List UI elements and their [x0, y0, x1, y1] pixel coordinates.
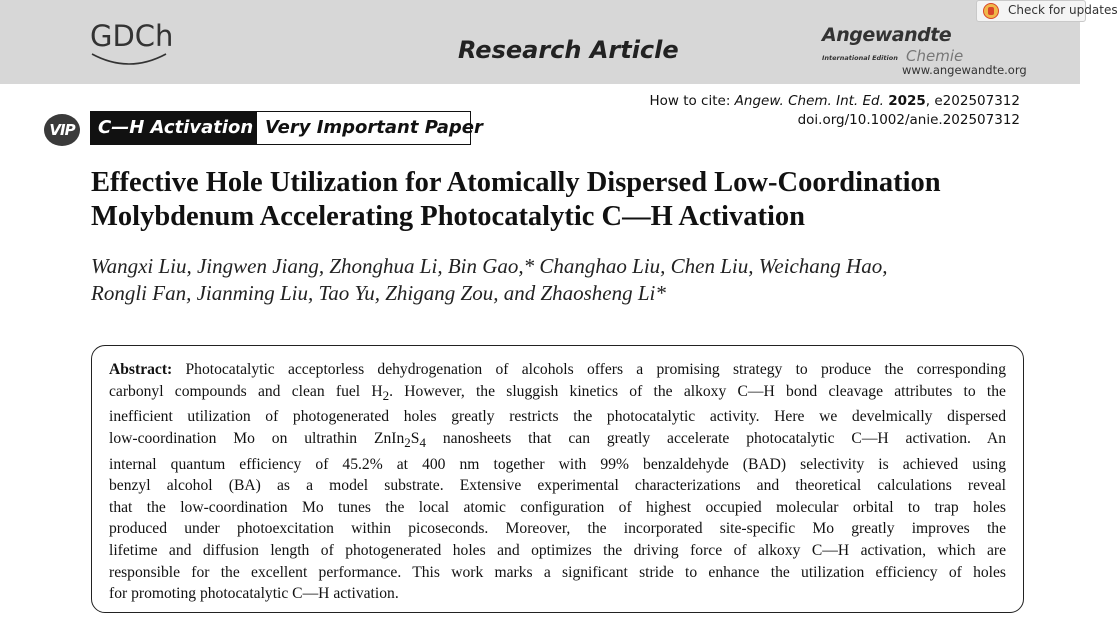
journal-header — [0, 0, 1080, 84]
article-type-heading: Research Article — [458, 36, 679, 64]
crossmark-icon — [983, 3, 999, 19]
citation-line — [649, 92, 1020, 111]
citation-year: 2025 — [888, 93, 926, 109]
abstract-heading: Abstract: — [109, 361, 173, 378]
abstract-text: . However, the sluggish kinetics of the alkoxy C—H bond cleavage attributes to the — [389, 382, 1006, 400]
gdch-logo-text: GDCh — [90, 19, 174, 53]
abstract-line — [109, 428, 1006, 454]
how-to-cite — [649, 92, 1020, 130]
abstract-text: low-coordination Mo on ultrathin ZnIn — [109, 429, 405, 447]
section-tag: C—H Activation — [90, 111, 256, 145]
abstract-line: responsible for the excellent performance. This work marks a significant stride to enhance the utilization efficiency of holes — [109, 563, 1006, 581]
abstract-line: lifetime and diffusion length of photogenerated holes and optimizes the driving force of alkoxy C—H activation, which are — [109, 541, 1006, 559]
abstract-line: benzyl alcohol (BA) as a model substrate. Extensive experimental characterizations and theoretical calculations reveal — [109, 477, 1006, 495]
subscript: 2 — [404, 435, 411, 450]
abstract-text: Photocatalytic acceptorless dehydrogenation of alcohols offers a promising strategy to produce the corresponding — [172, 361, 1006, 378]
subscript: 4 — [419, 435, 426, 450]
authors-line: Rongli Fan, Jianming Liu, Tao Yu, Zhigang Zou, and Zhaosheng Li* — [91, 281, 666, 305]
author-list — [91, 253, 1051, 307]
citation-doi[interactable]: doi.org/10.1002/anie.202507312 — [797, 112, 1020, 128]
check-for-updates-label: Check for updates — [1008, 3, 1118, 17]
title-line: Effective Hole Utilization for Atomically Dispersed Low-Coordination — [91, 167, 941, 198]
authors-line: Wangxi Liu, Jingwen Jiang, Zhonghua Li, Bin Gao,* Changhao Liu, Chen Liu, Weichang Hao, — [91, 254, 888, 278]
abstract-line — [109, 381, 1006, 407]
abstract-line — [109, 359, 1006, 381]
title-line: Molybdenum Accelerating Photocatalytic C—H Activation — [91, 201, 805, 232]
citation-prefix: How to cite: — [649, 93, 735, 109]
abstract-line: inefficient utilization of photogenerated holes greatly restricts the photocatalytic activity. Here we develmically dispersed — [109, 408, 1006, 426]
journal-edition: International Edition — [822, 54, 898, 62]
abstract-box — [91, 345, 1024, 613]
check-for-updates-button[interactable] — [976, 0, 1118, 22]
abstract-text: carbonyl compounds and clean fuel H — [109, 382, 383, 400]
abstract-line: internal quantum efficiency of 45.2% at 400 nm together with 99% benzaldehyde (BAD) selectivity is achieved using — [109, 455, 1006, 473]
article-title — [91, 166, 1051, 234]
abstract-line: that the low-coordination Mo tunes the local atomic configuration of highest occupied molecular orbital to trap holes — [109, 498, 1006, 516]
journal-name: Angewandte — [822, 24, 952, 46]
abstract-line: produced under photoexcitation within picoseconds. Moreover, the incorporated site-specific Mo greatly improves the — [109, 520, 1006, 538]
gdch-logo — [90, 19, 174, 53]
abstract-text: S — [410, 429, 420, 447]
journal-url[interactable]: www.angewandte.org — [902, 63, 1027, 77]
abstract-text: nanosheets that can greatly accelerate photocatalytic C—H activation. An — [425, 429, 1006, 447]
subscript: 2 — [382, 387, 390, 403]
vip-label-tag: Very Important Paper — [256, 111, 471, 145]
citation-article-id: , e202507312 — [925, 93, 1020, 109]
angewandte-logo — [822, 24, 1027, 80]
vip-badge-icon: VIP — [44, 114, 80, 146]
gdch-logo-arc-icon — [90, 52, 168, 68]
journal-subname: Chemie — [906, 47, 964, 65]
abstract-line: for promoting photocatalytic C—H activation. — [109, 585, 399, 603]
citation-journal: Angew. Chem. Int. Ed. — [734, 93, 884, 109]
